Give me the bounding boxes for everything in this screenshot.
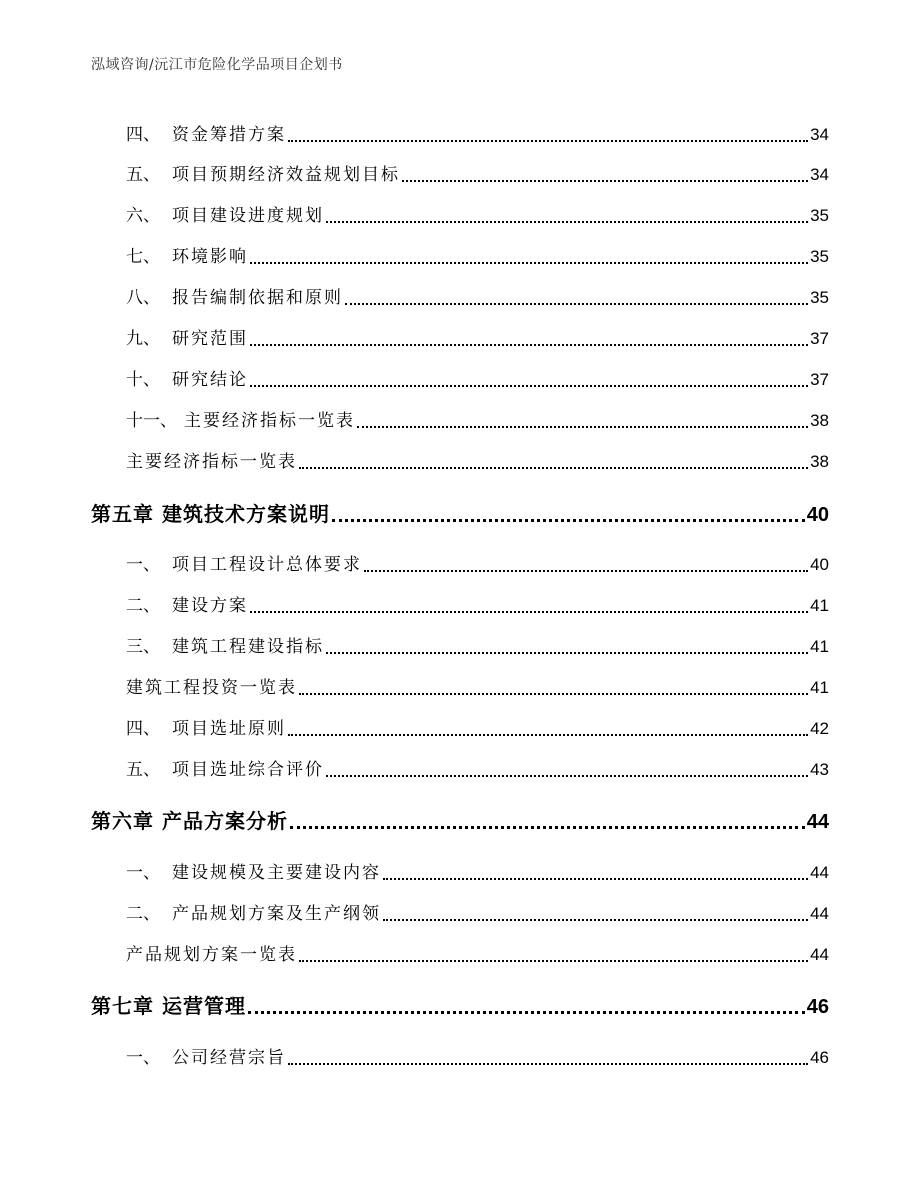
chapter-title: 运营管理 — [162, 994, 246, 1018]
dot-leader — [250, 596, 808, 613]
toc-entry[interactable] — [126, 163, 829, 187]
dot-leader — [250, 370, 808, 387]
toc-entry-page: 35 — [810, 206, 829, 225]
toc-entry-page: 38 — [810, 411, 829, 430]
toc-entry-page: 35 — [810, 288, 829, 307]
toc-table-entry[interactable] — [126, 450, 829, 474]
dot-leader — [402, 165, 808, 182]
document-header: 泓域咨询/沅江市危险化学品项目企划书 — [91, 57, 343, 73]
toc-entry-page: 34 — [810, 165, 829, 184]
toc-entry-page: 40 — [810, 555, 829, 574]
toc-entry-number: 三、 — [126, 637, 160, 657]
dot-leader — [299, 945, 808, 962]
toc-entry-title: 项目预期经济效益规划目标 — [172, 165, 400, 185]
toc-entry-page: 42 — [810, 719, 829, 738]
toc-entry-title: 项目选址综合评价 — [172, 760, 324, 780]
toc-entry[interactable] — [126, 861, 829, 885]
toc-entry[interactable] — [126, 758, 829, 782]
toc-entry-title: 产品规划方案及生产纲领 — [172, 904, 381, 924]
toc-entry-number: 七、 — [126, 247, 160, 267]
toc-entry[interactable] — [126, 594, 829, 618]
toc-entry-title: 项目工程设计总体要求 — [172, 555, 362, 575]
toc-entry[interactable] — [126, 245, 829, 269]
chapter-title: 建筑技术方案说明 — [162, 502, 330, 526]
dot-leader — [326, 760, 808, 777]
toc-entry-title: 建设规模及主要建设内容 — [172, 863, 381, 883]
toc-entry-title: 公司经营宗旨 — [172, 1048, 286, 1068]
toc-entry-page: 38 — [810, 452, 829, 471]
chapter-number: 第六章 — [91, 809, 154, 833]
dot-leader — [357, 411, 808, 428]
toc-entry-title: 项目选址原则 — [172, 719, 286, 739]
toc-entry[interactable] — [126, 204, 829, 228]
dot-leader — [345, 288, 808, 305]
toc-entry-number: 九、 — [126, 329, 160, 349]
toc-entry[interactable] — [126, 368, 829, 392]
toc-table-entry[interactable] — [126, 943, 829, 967]
toc-entry-number: 四、 — [126, 125, 160, 145]
toc-entry[interactable] — [126, 553, 829, 577]
dot-leader — [364, 555, 808, 572]
dot-leader — [299, 678, 808, 695]
dot-leader — [326, 206, 808, 223]
toc-entry-page: 44 — [810, 945, 829, 964]
toc-entry-page: 41 — [810, 637, 829, 656]
toc-entry-page: 37 — [810, 329, 829, 348]
chapter-title: 产品方案分析 — [162, 809, 288, 833]
toc-entry-number: 一、 — [126, 555, 160, 575]
toc-entry-page: 46 — [810, 1048, 829, 1067]
toc-chapter[interactable] — [91, 994, 829, 1019]
dot-leader — [290, 809, 805, 829]
dot-leader — [383, 904, 808, 921]
toc-entry-title: 主要经济指标一览表 — [184, 411, 355, 431]
toc-entry-title: 研究结论 — [172, 370, 248, 390]
toc-chapter[interactable] — [91, 809, 829, 834]
toc-entry-page: 44 — [810, 904, 829, 923]
toc-entry[interactable] — [126, 286, 829, 310]
toc-entry-title: 建设方案 — [172, 596, 248, 616]
toc-entry-title: 建筑工程建设指标 — [172, 637, 324, 657]
dot-leader — [250, 247, 808, 264]
toc-entry-page: 43 — [810, 760, 829, 779]
toc-entry-page: 41 — [810, 678, 829, 697]
toc-entry-number: 一、 — [126, 1048, 160, 1068]
dot-leader — [332, 502, 805, 522]
dot-leader — [250, 329, 808, 346]
toc-entry[interactable] — [126, 902, 829, 926]
toc-entry-page: 44 — [810, 863, 829, 882]
toc-entry[interactable] — [126, 717, 829, 741]
dot-leader — [326, 637, 808, 654]
toc-chapter[interactable] — [91, 502, 829, 527]
toc-entry[interactable] — [126, 409, 829, 433]
toc-entry-title: 研究范围 — [172, 329, 248, 349]
toc-entry-page: 37 — [810, 370, 829, 389]
toc-entry[interactable] — [126, 327, 829, 351]
chapter-page: 44 — [806, 811, 829, 833]
chapter-page: 40 — [806, 504, 829, 526]
toc-entry-title: 产品规划方案一览表 — [126, 945, 297, 965]
toc-entry-title: 报告编制依据和原则 — [172, 288, 343, 308]
toc-entry-page: 34 — [810, 125, 829, 144]
toc-entry-number: 一、 — [126, 863, 160, 883]
toc-entry-number: 八、 — [126, 288, 160, 308]
toc-table-entry[interactable] — [126, 676, 829, 700]
toc-entry[interactable] — [126, 123, 829, 147]
chapter-number: 第五章 — [91, 502, 154, 526]
toc-entry-number: 十一、 — [126, 411, 177, 431]
toc-entry-number: 六、 — [126, 206, 160, 226]
dot-leader — [288, 1048, 808, 1065]
chapter-page: 46 — [806, 996, 829, 1018]
dot-leader — [383, 863, 808, 880]
toc-entry[interactable] — [126, 1046, 829, 1070]
toc-entry-number: 五、 — [126, 760, 160, 780]
toc-entry-title: 资金筹措方案 — [172, 125, 286, 145]
toc-entry-page: 35 — [810, 247, 829, 266]
toc-entry-page: 41 — [810, 596, 829, 615]
dot-leader — [299, 452, 808, 469]
toc-entry[interactable] — [126, 635, 829, 659]
toc-entry-title: 主要经济指标一览表 — [126, 452, 297, 472]
chapter-number: 第七章 — [91, 994, 154, 1018]
toc-entry-title: 环境影响 — [172, 247, 248, 267]
toc-entry-number: 二、 — [126, 596, 160, 616]
dot-leader — [288, 125, 808, 142]
toc-entry-number: 四、 — [126, 719, 160, 739]
dot-leader — [288, 719, 808, 736]
toc-entry-title: 建筑工程投资一览表 — [126, 678, 297, 698]
toc-entry-number: 二、 — [126, 904, 160, 924]
toc-entry-number: 十、 — [126, 370, 160, 390]
toc-entry-number: 五、 — [126, 165, 160, 185]
dot-leader — [248, 994, 805, 1014]
toc-entry-title: 项目建设进度规划 — [172, 206, 324, 226]
